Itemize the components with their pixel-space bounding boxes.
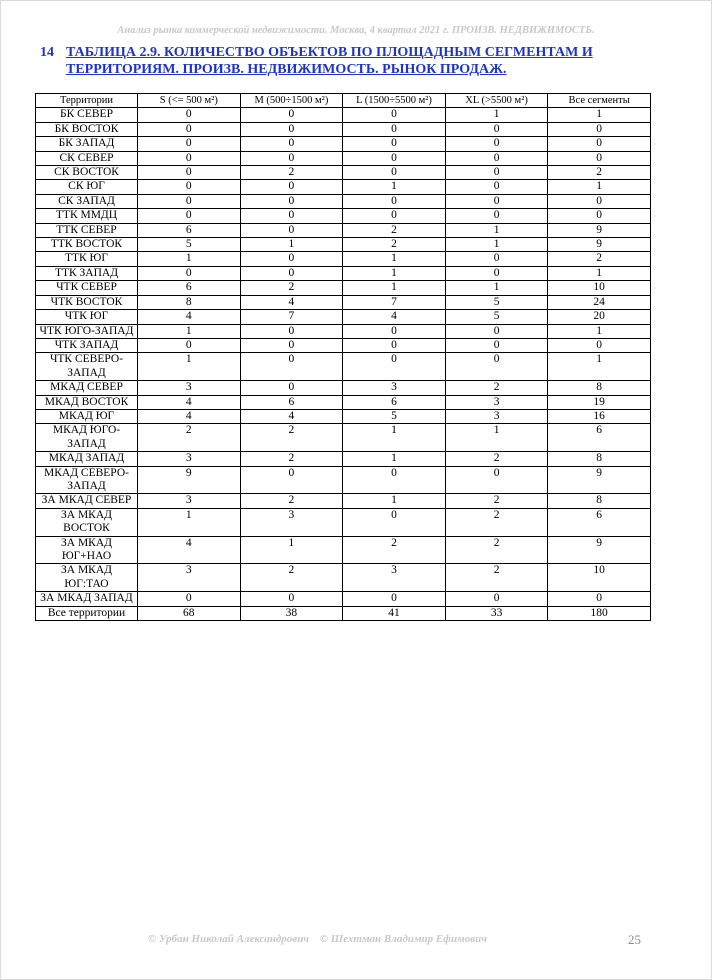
- count-cell: 0: [445, 180, 548, 194]
- count-cell: 0: [343, 466, 446, 494]
- count-cell: 8: [138, 295, 241, 309]
- count-cell: 2: [548, 166, 651, 180]
- count-cell: 0: [343, 508, 446, 536]
- territory-cell: Все территории: [36, 606, 138, 620]
- table-row: [36, 395, 651, 409]
- count-cell: 0: [548, 209, 651, 223]
- count-cell: 0: [548, 194, 651, 208]
- count-cell: 1: [548, 353, 651, 381]
- count-cell: 1: [138, 252, 241, 266]
- count-cell: 2: [445, 452, 548, 466]
- count-cell: 1: [548, 108, 651, 122]
- count-cell: 0: [548, 338, 651, 352]
- territory-cell: БК ВОСТОК: [36, 122, 138, 136]
- count-cell: 0: [445, 166, 548, 180]
- count-cell: 0: [343, 338, 446, 352]
- table-row: [36, 564, 651, 592]
- count-cell: 2: [138, 424, 241, 452]
- count-cell: 0: [548, 122, 651, 136]
- count-cell: 1: [343, 281, 446, 295]
- table-row: [36, 324, 651, 338]
- table-row: [36, 209, 651, 223]
- table-row: [36, 238, 651, 252]
- territory-cell: БК ЗАПАД: [36, 137, 138, 151]
- count-cell: 0: [240, 223, 343, 237]
- count-cell: 6: [240, 395, 343, 409]
- count-cell: 0: [548, 592, 651, 606]
- count-cell: 5: [138, 238, 241, 252]
- count-cell: 10: [548, 564, 651, 592]
- count-cell: 0: [343, 166, 446, 180]
- territory-cell: ЧТК ЗАПАД: [36, 338, 138, 352]
- count-cell: 2: [343, 223, 446, 237]
- count-cell: 1: [548, 266, 651, 280]
- count-cell: 7: [343, 295, 446, 309]
- territory-cell: ЗА МКАД СЕВЕР: [36, 494, 138, 508]
- count-cell: 0: [240, 252, 343, 266]
- territory-cell: МКАД СЕВЕРО-ЗАПАД: [36, 466, 138, 494]
- count-cell: 9: [548, 223, 651, 237]
- count-cell: 0: [240, 266, 343, 280]
- count-cell: 1: [548, 324, 651, 338]
- count-cell: 2: [445, 564, 548, 592]
- table-row: [36, 295, 651, 309]
- count-cell: 1: [240, 238, 343, 252]
- count-cell: 0: [445, 194, 548, 208]
- count-cell: 1: [548, 180, 651, 194]
- count-cell: 1: [138, 353, 241, 381]
- count-cell: 1: [343, 494, 446, 508]
- territory-cell: ЧТК СЕВЕРО-ЗАПАД: [36, 353, 138, 381]
- count-cell: 0: [240, 466, 343, 494]
- count-cell: 3: [343, 381, 446, 395]
- count-cell: 0: [240, 122, 343, 136]
- count-cell: 4: [138, 395, 241, 409]
- count-cell: 1: [343, 266, 446, 280]
- count-cell: 1: [343, 452, 446, 466]
- territory-cell: ТТК ММДЦ: [36, 209, 138, 223]
- count-cell: 9: [138, 466, 241, 494]
- table-body: [36, 108, 651, 621]
- count-cell: 1: [445, 424, 548, 452]
- count-cell: 0: [343, 122, 446, 136]
- count-cell: 0: [138, 180, 241, 194]
- count-cell: 8: [548, 452, 651, 466]
- table-row: [36, 180, 651, 194]
- table-row: [36, 452, 651, 466]
- count-cell: 0: [343, 209, 446, 223]
- count-cell: 1: [240, 536, 343, 564]
- count-cell: 0: [138, 209, 241, 223]
- count-cell: 6: [548, 424, 651, 452]
- count-cell: 0: [343, 324, 446, 338]
- count-cell: 6: [138, 281, 241, 295]
- count-cell: 6: [138, 223, 241, 237]
- total-row: [36, 606, 651, 620]
- count-cell: 0: [445, 466, 548, 494]
- territory-cell: ЗА МКАД ВОСТОК: [36, 508, 138, 536]
- count-cell: 0: [343, 151, 446, 165]
- count-cell: 1: [445, 238, 548, 252]
- territory-cell: СК ЮГ: [36, 180, 138, 194]
- count-cell: 0: [138, 166, 241, 180]
- count-cell: 3: [138, 381, 241, 395]
- count-cell: 6: [548, 508, 651, 536]
- count-cell: 4: [240, 295, 343, 309]
- count-cell: 19: [548, 395, 651, 409]
- count-cell: 0: [240, 194, 343, 208]
- count-cell: 2: [240, 494, 343, 508]
- count-cell: 0: [138, 137, 241, 151]
- count-cell: 3: [343, 564, 446, 592]
- table-row: [36, 122, 651, 136]
- territory-cell: БК СЕВЕР: [36, 108, 138, 122]
- count-cell: 0: [240, 180, 343, 194]
- count-cell: 1: [445, 108, 548, 122]
- count-cell: 0: [445, 592, 548, 606]
- count-cell: 4: [240, 409, 343, 423]
- count-cell: 1: [343, 252, 446, 266]
- territory-cell: МКАД ЗАПАД: [36, 452, 138, 466]
- table-row: [36, 353, 651, 381]
- territory-cell: МКАД ЮГО-ЗАПАД: [36, 424, 138, 452]
- table-row: [36, 223, 651, 237]
- running-header: Анализ рынка коммерческой недвижимости. Москва, 4 квартал 2021 г. ПРОИЗВ. НЕДВИЖИМОСТЬ.: [117, 25, 595, 36]
- count-cell: 1: [138, 324, 241, 338]
- table-row: [36, 194, 651, 208]
- count-cell: 16: [548, 409, 651, 423]
- count-cell: 68: [138, 606, 241, 620]
- count-cell: 0: [240, 137, 343, 151]
- count-cell: 0: [445, 353, 548, 381]
- count-cell: 180: [548, 606, 651, 620]
- table-row: [36, 166, 651, 180]
- count-cell: 7: [240, 310, 343, 324]
- count-cell: 4: [343, 310, 446, 324]
- territory-cell: ЧТК ЮГ: [36, 310, 138, 324]
- segments-table: [35, 93, 651, 621]
- territory-cell: МКАД СЕВЕР: [36, 381, 138, 395]
- count-cell: 0: [445, 122, 548, 136]
- count-cell: 8: [548, 381, 651, 395]
- count-cell: 0: [343, 108, 446, 122]
- count-cell: 24: [548, 295, 651, 309]
- count-cell: 1: [343, 180, 446, 194]
- table-row: [36, 508, 651, 536]
- territory-cell: ТТК СЕВЕР: [36, 223, 138, 237]
- table-row: [36, 151, 651, 165]
- count-cell: 20: [548, 310, 651, 324]
- count-cell: 2: [548, 252, 651, 266]
- count-cell: 0: [445, 252, 548, 266]
- table-row: [36, 310, 651, 324]
- page-number: 25: [628, 932, 641, 947]
- count-cell: 4: [138, 310, 241, 324]
- count-cell: 3: [445, 395, 548, 409]
- territory-cell: ЧТК СЕВЕР: [36, 281, 138, 295]
- footer-authors: [148, 933, 487, 945]
- count-cell: 0: [138, 122, 241, 136]
- count-cell: 0: [240, 324, 343, 338]
- table-header-row: [36, 94, 651, 108]
- count-cell: 1: [445, 281, 548, 295]
- count-cell: 0: [548, 137, 651, 151]
- table-row: [36, 592, 651, 606]
- count-cell: 0: [343, 353, 446, 381]
- territory-cell: ЧТК ЮГО-ЗАПАД: [36, 324, 138, 338]
- count-cell: 9: [548, 238, 651, 252]
- count-cell: 41: [343, 606, 446, 620]
- column-header: S (<= 500 м²): [138, 94, 241, 108]
- heading-number: 14: [40, 45, 54, 60]
- territory-cell: ЧТК ВОСТОК: [36, 295, 138, 309]
- table-row: [36, 108, 651, 122]
- count-cell: 9: [548, 466, 651, 494]
- count-cell: 0: [343, 592, 446, 606]
- count-cell: 9: [548, 536, 651, 564]
- count-cell: 0: [138, 151, 241, 165]
- count-cell: 3: [240, 508, 343, 536]
- count-cell: 0: [240, 338, 343, 352]
- count-cell: 0: [445, 151, 548, 165]
- territory-cell: ТТК ЗАПАД: [36, 266, 138, 280]
- count-cell: 0: [343, 194, 446, 208]
- territory-cell: ТТК ВОСТОК: [36, 238, 138, 252]
- count-cell: 0: [343, 137, 446, 151]
- count-cell: 1: [138, 508, 241, 536]
- count-cell: 2: [240, 424, 343, 452]
- column-header: Территории: [36, 94, 138, 108]
- count-cell: 5: [343, 409, 446, 423]
- territory-cell: ТТК ЮГ: [36, 252, 138, 266]
- count-cell: 2: [445, 536, 548, 564]
- table-heading: [40, 44, 680, 78]
- territory-cell: МКАД ЮГ: [36, 409, 138, 423]
- table-row: [36, 281, 651, 295]
- count-cell: 5: [445, 310, 548, 324]
- count-cell: 33: [445, 606, 548, 620]
- table-row: [36, 494, 651, 508]
- table-row: [36, 252, 651, 266]
- count-cell: 2: [240, 281, 343, 295]
- table-row: [36, 466, 651, 494]
- count-cell: 0: [240, 353, 343, 381]
- count-cell: 0: [445, 209, 548, 223]
- territory-cell: МКАД ВОСТОК: [36, 395, 138, 409]
- count-cell: 2: [240, 166, 343, 180]
- count-cell: 10: [548, 281, 651, 295]
- count-cell: 0: [240, 108, 343, 122]
- count-cell: 0: [445, 137, 548, 151]
- heading-title: ТАБЛИЦА 2.9. КОЛИЧЕСТВО ОБЪЕКТОВ ПО ПЛОЩАДНЫМ СЕГМЕНТАМ И ТЕРРИТОРИЯМ. ПРОИЗВ. НЕДВИЖИМОСТЬ. РЫНОК ПРОДАЖ.: [66, 45, 593, 77]
- count-cell: 0: [445, 338, 548, 352]
- territory-cell: ЗА МКАД ЮГ:ТАО: [36, 564, 138, 592]
- count-cell: 0: [138, 108, 241, 122]
- author-2: © Шехтман Владимир Ефимович: [319, 933, 488, 945]
- count-cell: 2: [343, 238, 446, 252]
- count-cell: 0: [240, 381, 343, 395]
- count-cell: 4: [138, 409, 241, 423]
- column-header: Все сегменты: [548, 94, 651, 108]
- count-cell: 0: [138, 194, 241, 208]
- count-cell: 4: [138, 536, 241, 564]
- table-row: [36, 424, 651, 452]
- count-cell: 2: [240, 564, 343, 592]
- count-cell: 0: [138, 338, 241, 352]
- table-row: [36, 536, 651, 564]
- column-header: XL (>5500 м²): [445, 94, 548, 108]
- count-cell: 5: [445, 295, 548, 309]
- count-cell: 0: [240, 592, 343, 606]
- territory-cell: ЗА МКАД ЮГ+НАО: [36, 536, 138, 564]
- author-1: © Урбан Николай Александрович: [148, 933, 310, 945]
- table-row: [36, 266, 651, 280]
- count-cell: 3: [445, 409, 548, 423]
- territory-cell: СК ВОСТОК: [36, 166, 138, 180]
- column-header: M (500÷1500 м²): [240, 94, 343, 108]
- count-cell: 38: [240, 606, 343, 620]
- count-cell: 2: [445, 494, 548, 508]
- territory-cell: ЗА МКАД ЗАПАД: [36, 592, 138, 606]
- count-cell: 0: [240, 209, 343, 223]
- count-cell: 1: [445, 223, 548, 237]
- count-cell: 6: [343, 395, 446, 409]
- table-row: [36, 409, 651, 423]
- count-cell: 2: [240, 452, 343, 466]
- table-row: [36, 338, 651, 352]
- count-cell: 0: [445, 266, 548, 280]
- count-cell: 3: [138, 494, 241, 508]
- count-cell: 3: [138, 564, 241, 592]
- table-header: [36, 94, 651, 108]
- territory-cell: СК ЗАПАД: [36, 194, 138, 208]
- count-cell: 2: [445, 508, 548, 536]
- territory-cell: СК СЕВЕР: [36, 151, 138, 165]
- count-cell: 0: [445, 324, 548, 338]
- column-header: L (1500÷5500 м²): [343, 94, 446, 108]
- table-row: [36, 381, 651, 395]
- count-cell: 3: [138, 452, 241, 466]
- count-cell: 2: [343, 536, 446, 564]
- count-cell: 0: [138, 592, 241, 606]
- count-cell: 0: [240, 151, 343, 165]
- count-cell: 0: [548, 151, 651, 165]
- count-cell: 0: [138, 266, 241, 280]
- table-row: [36, 137, 651, 151]
- count-cell: 2: [445, 381, 548, 395]
- count-cell: 1: [343, 424, 446, 452]
- count-cell: 8: [548, 494, 651, 508]
